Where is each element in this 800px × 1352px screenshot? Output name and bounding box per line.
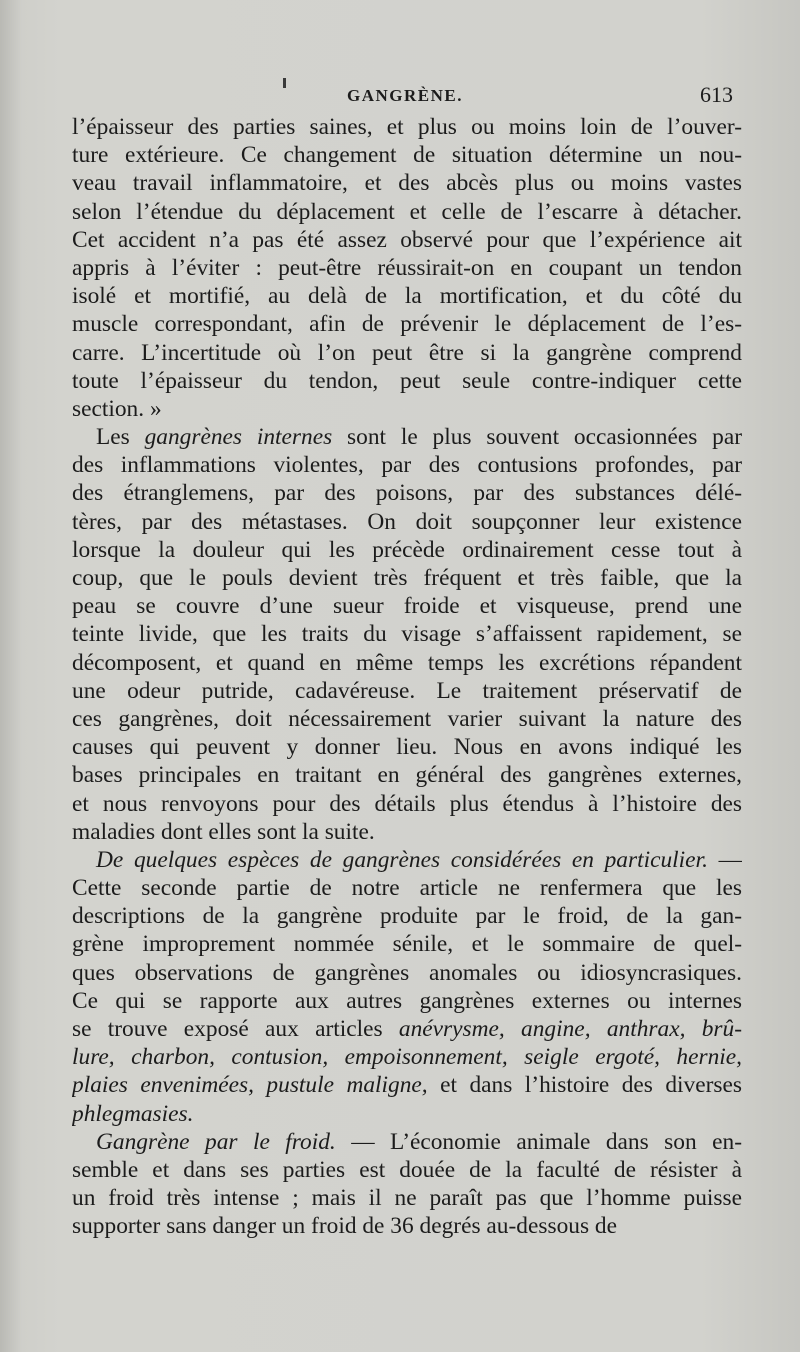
text-line [72, 1212, 742, 1240]
text-run: Les [96, 424, 145, 451]
text-run: Ce qui se rapporte aux autres gangrènes externes ou internes [72, 987, 742, 1014]
text-run: l’épaisseur des parties saines, et plus ou moins loin de l’ouver- [72, 114, 742, 140]
running-title: GANGRÈNE. [347, 86, 463, 105]
text-line [72, 649, 742, 677]
text-run: descriptions de la gangrène produite par le froid, de la gan- [72, 903, 742, 930]
italic-text: De quelques espèces de gangrènes considérées en particulier. [96, 846, 708, 873]
text-run: et nous renvoyons pour des détails plus étendus à l’histoire des [72, 790, 742, 817]
text-run: grène improprement nommée sénile, et le sommaire de quel- [72, 931, 742, 958]
page-number: 613 [700, 82, 733, 107]
text-run: muscle correspondant, afin de prévenir le déplacement de l’es- [72, 311, 742, 338]
text-line [72, 169, 742, 197]
text-run: tères, par des métastases. On doit soupçonner leur existence [72, 508, 742, 535]
text-run: supporter sans danger un froid de 36 degrés au-dessous de [72, 1213, 617, 1240]
text-line [72, 1184, 742, 1212]
text-run: sont le plus souvent occasionnées par [332, 424, 742, 451]
text-line [72, 874, 742, 902]
text-line [72, 592, 742, 620]
text-run: décomposent, et quand en même temps les excrétions répandent [72, 649, 742, 676]
text-line [72, 733, 742, 761]
text-run: isolé et mortifié, au delà de la mortification, et du côté du [72, 283, 742, 310]
text-run: section. » [72, 395, 162, 422]
text-run: causes qui peuvent y donner lieu. Nous en avons indiqué les [72, 734, 742, 761]
text-run: Cette seconde partie de notre article ne renfermera que les [72, 875, 742, 902]
text-run: peau se couvre d’une sueur froide et visqueuse, prend une [72, 593, 742, 620]
text-run: bases principales en traitant en général des gangrènes externes, [72, 762, 742, 789]
text-run: semble et dans ses parties est douée de la faculté de résister à [72, 1156, 742, 1183]
text-line [72, 113, 742, 141]
text-line [72, 451, 742, 479]
text-line [72, 705, 742, 733]
text-line [72, 1128, 742, 1156]
text-run: — [707, 846, 742, 873]
text-line [72, 1156, 742, 1184]
text-line [72, 902, 742, 930]
text-line [72, 818, 742, 846]
text-line [72, 198, 742, 226]
text-line [72, 959, 742, 987]
text-line [72, 479, 742, 507]
text-run: maladies dont elles sont la suite. [72, 818, 375, 845]
text-line [72, 254, 742, 282]
text-run: se trouve exposé aux articles [72, 1016, 399, 1042]
text-run: et dans l’histoire des diverses [427, 1072, 742, 1099]
text-line [72, 367, 742, 395]
text-line [72, 508, 742, 536]
text-run: des inflammations violentes, par des contusions profondes, par [72, 452, 742, 479]
text-line [72, 226, 742, 254]
text-run: teinte livide, que les traits du visage s’affaissent rapidement, se [72, 621, 742, 648]
text-run: carre. L’incertitude où l’on peut être si la gangrène comprend [72, 339, 742, 366]
text-line [72, 141, 742, 169]
text-run: un froid très intense ; mais il ne paraît pas que l’homme puisse [72, 1185, 742, 1212]
text-line [72, 536, 742, 564]
italic-text: gangrènes internes [144, 424, 333, 451]
text-run: ques observations de gangrènes anomales ou idiosyncrasiques. [72, 959, 742, 986]
text-run: des étranglemens, par des poisons, par des substances délé- [72, 480, 742, 507]
text-run: ces gangrènes, doit nécessairement varier suivant la nature des [72, 705, 742, 732]
text-run: lorsque la douleur qui les précède ordinairement cesse tout à [72, 536, 742, 563]
text-run: toute l’épaisseur du tendon, peut seule contre-indiquer cette [72, 367, 742, 394]
text-line [72, 564, 742, 592]
text-line [72, 395, 742, 423]
text-run: une odeur putride, cadavéreuse. Le traitement préservatif de [72, 677, 742, 704]
text-line [72, 761, 742, 789]
text-run: coup, que le pouls devient très fréquent et très faible, que la [72, 565, 742, 591]
italic-text: anévrysme, angine, anthrax, brû- [398, 1016, 742, 1042]
italic-text: lure, charbon, contusion, empoisonnement, seigle ergoté, hernie, [72, 1044, 742, 1071]
text-run: selon l’étendue du déplacement et celle de l’escarre à détacher. [72, 198, 742, 225]
text-line [72, 987, 742, 1015]
text-line [72, 1015, 742, 1043]
text-line [72, 1071, 742, 1099]
text-run: — L’économie animale dans son en- [335, 1128, 742, 1155]
text-line [72, 930, 742, 958]
text-line [72, 310, 742, 338]
text-line [72, 423, 742, 451]
text-line [72, 790, 742, 818]
text-line [72, 1100, 742, 1128]
text-line [72, 282, 742, 310]
italic-text: plaies envenimées, pustule maligne, [72, 1072, 428, 1099]
text-line [72, 339, 742, 367]
text-line [72, 677, 742, 705]
text-run: ture extérieure. Ce changement de situation détermine un nou- [72, 142, 742, 169]
text-run: veau travail inflammatoire, et des abcès plus ou moins vastes [72, 170, 742, 197]
text-line [72, 1043, 742, 1071]
text-run: Cet accident n’a pas été assez observé pour que l’expérience ait [72, 226, 742, 253]
text-line [72, 620, 742, 648]
text-line [72, 846, 742, 874]
italic-text: phlegmasies. [72, 1100, 194, 1127]
body-text [72, 113, 742, 1241]
page-header [0, 82, 800, 112]
italic-text: Gangrène par le froid. [96, 1128, 336, 1155]
text-run: appris à l’éviter : peut-être réussirait-on en coupant un tendon [72, 254, 742, 281]
